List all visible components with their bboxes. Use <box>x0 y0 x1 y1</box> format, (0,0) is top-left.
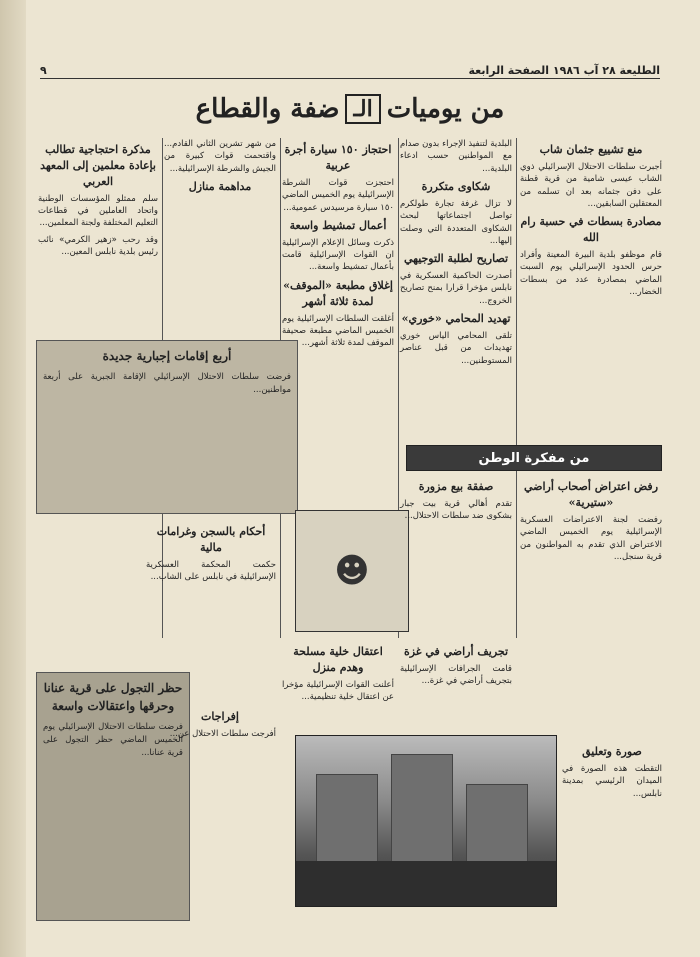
header-date: الطليعة ٢٨ آب ١٩٨٦ الصفحة الرابعة <box>468 63 660 77</box>
article-body: سلم ممثلو المؤسسات الوطنية واتحاد العاملين في قطاعات التعليم المختلفة ولجنة المعلمين... <box>38 193 158 229</box>
column-5 <box>38 138 158 262</box>
article-heading: رفض اعتراض أصحاب أراضي «ستيرية» <box>523 480 659 509</box>
photo-caption-article <box>562 740 662 804</box>
masthead-part1: من يوميات <box>386 94 505 124</box>
column-2 <box>400 138 512 371</box>
article-body: أعلنت القوات الإسرائيلية مؤخرا عن اعتقال خلية تنظيمية... <box>282 679 394 703</box>
photo-building <box>466 784 528 866</box>
article-body: تقدم أهالي قرية بيت جبار بشكوى ضد سلطات الاحتلال... <box>400 498 512 522</box>
article-body: حكمت المحكمة العسكرية الإسرائيلية في نابلس على الشاب... <box>146 559 276 583</box>
article-body: تلقى المحامي الياس خوري تهديدات من قبل عناصر المستوطنين... <box>400 330 512 366</box>
article-heading: تهديد المحامي «خوري» <box>401 312 511 325</box>
page-binding-edge <box>0 0 26 957</box>
article-heading: إفراجات <box>201 710 239 723</box>
article-body: فرضت سلطات الاحتلال الإسرائيلي الإقامة الجبرية على أربعة مواطنين... <box>43 372 291 395</box>
article-body: أغلقت السلطات الإسرائيلية يوم الخميس الماضي مطبعة صحيفة الموقف لمدة ثلاثة أشهر... <box>282 313 394 349</box>
article-body: من شهر تشرين الثاني القادم... واقتحمت قوات كبيرة من الجيش والشرطة الإسرائيلية... <box>164 139 276 174</box>
article-heading: مذكرة احتجاجية تطالب بإعادة معلمين إلى المعهد العربي <box>40 143 156 188</box>
sentences-article <box>146 520 276 588</box>
column-4 <box>164 138 276 198</box>
column-rule <box>516 138 517 638</box>
releases-article <box>164 705 276 744</box>
article-body: ذكرت وسائل الإعلام الإسرائيلية ان القوات الإسرائيلية قامت بأعمال تمشيط واسعة... <box>282 237 394 273</box>
article-body: أفرجت سلطات الاحتلال عن... <box>169 728 276 739</box>
article-body: أجبرت سلطات الاحتلال الإسرائيلي ذوي الشاب عيسى شامية من قرية قطنة على دفن جثمانه بعد ان تسلمه من المعتقلين السابقين... <box>520 161 662 209</box>
photo-road <box>296 861 556 906</box>
article-body: التقطت هذه الصورة في الميدان الرئيسي بمدينة نابلس... <box>562 763 662 799</box>
objection-article <box>520 475 662 567</box>
article-heading: حظر التجول على قرية عنانا وحرقها واعتقالات واسعة <box>43 681 183 713</box>
cartoon-figure-icon: ☻ <box>334 551 370 591</box>
article-heading: أربع إقامات إجبارية جديدة <box>102 349 232 363</box>
article-body: قامت الجرافات الإسرائيلية بتجريف أراضي في غزة... <box>400 663 512 687</box>
cartoon-illustration <box>295 510 409 632</box>
article-body: احتجزت قوات الشرطة الإسرائيلية يوم الخميس الماضي ١٥٠ سيارة مرسيدس عمومية... <box>282 177 394 213</box>
cell-arrest-article <box>282 640 394 708</box>
street-photo <box>295 735 557 907</box>
article-body: رفضت لجنة الاعتراضات العسكرية الإسرائيلية يوم الخميس الماضي الاعتراض الذي تقدم به المواطنون من قرية سنجل... <box>520 514 662 562</box>
article-heading: تجريف أراضي في غزة <box>403 645 509 658</box>
photo-building <box>391 754 453 866</box>
masthead-part2: ضفة والقطاع <box>195 94 340 124</box>
article-body: لا تزال غرفة تجارة طولكرم تواصل اجتماعاتها لبحث الشكاوى المتعددة التي وصلت إليها... <box>400 198 512 246</box>
page-header <box>40 62 660 79</box>
gaza-land-article <box>400 640 512 692</box>
column-3 <box>282 138 394 354</box>
article-heading: اعتقال خلية مسلحة وهدم منزل <box>293 645 383 674</box>
article-body: أصدرت الحاكمية العسكرية في نابلس مؤخرا قرارا بمنح تصاريح الخروج... <box>400 271 512 306</box>
article-body: البلدية لتنفيذ الإجراء بدون صدام مع المواطنين حسب ادعاء البلدية... <box>400 139 512 174</box>
article-body: فرضت سلطات الاحتلال الإسرائيلي يوم الخميس الماضي حظر التجول على قرية عنانا... <box>43 722 183 758</box>
article-body: قام موظفو بلدية البيرة المعينة وأفراد حرس الحدود الإسرائيلي يوم السبت الماضي بمصادرة عدد من بسطات الخضار... <box>520 250 662 297</box>
shaded-article-box <box>36 340 298 514</box>
section-banner-watan: من مفكرة الوطن <box>406 445 662 471</box>
masthead-box: الـ <box>345 94 380 124</box>
article-heading: مداهمة منازل <box>188 179 252 193</box>
forged-sale-article <box>400 475 512 527</box>
photo-building <box>316 774 378 866</box>
article-heading: احتجاز ١٥٠ سيارة أجرة عربية <box>284 143 392 172</box>
header-page-number: ٩ <box>40 63 47 77</box>
article-heading: أحكام بالسجن وغرامات مالية <box>156 525 266 554</box>
column-1 <box>520 138 662 302</box>
article-heading: إغلاق مطبعة «الموقف» لمدة ثلاثة أشهر <box>283 278 393 308</box>
article-heading: صورة وتعليق <box>582 745 642 758</box>
article-body: وقد رحب «زهير الكرمي» نائب رئيس بلدية نابلس المعين... <box>38 234 158 258</box>
article-heading: منع تشييع جثمان شاب <box>539 143 643 156</box>
article-heading: صفقة بيع مزورة <box>418 480 494 493</box>
article-heading: شكاوى متكررة <box>421 179 491 193</box>
article-heading: مصادرة بسطات في حسبة رام الله <box>520 215 662 245</box>
masthead <box>120 88 580 130</box>
article-heading: أعمال تمشيط واسعة <box>289 218 387 232</box>
article-heading: تصاريح لطلبة التوجيهي <box>403 252 509 266</box>
